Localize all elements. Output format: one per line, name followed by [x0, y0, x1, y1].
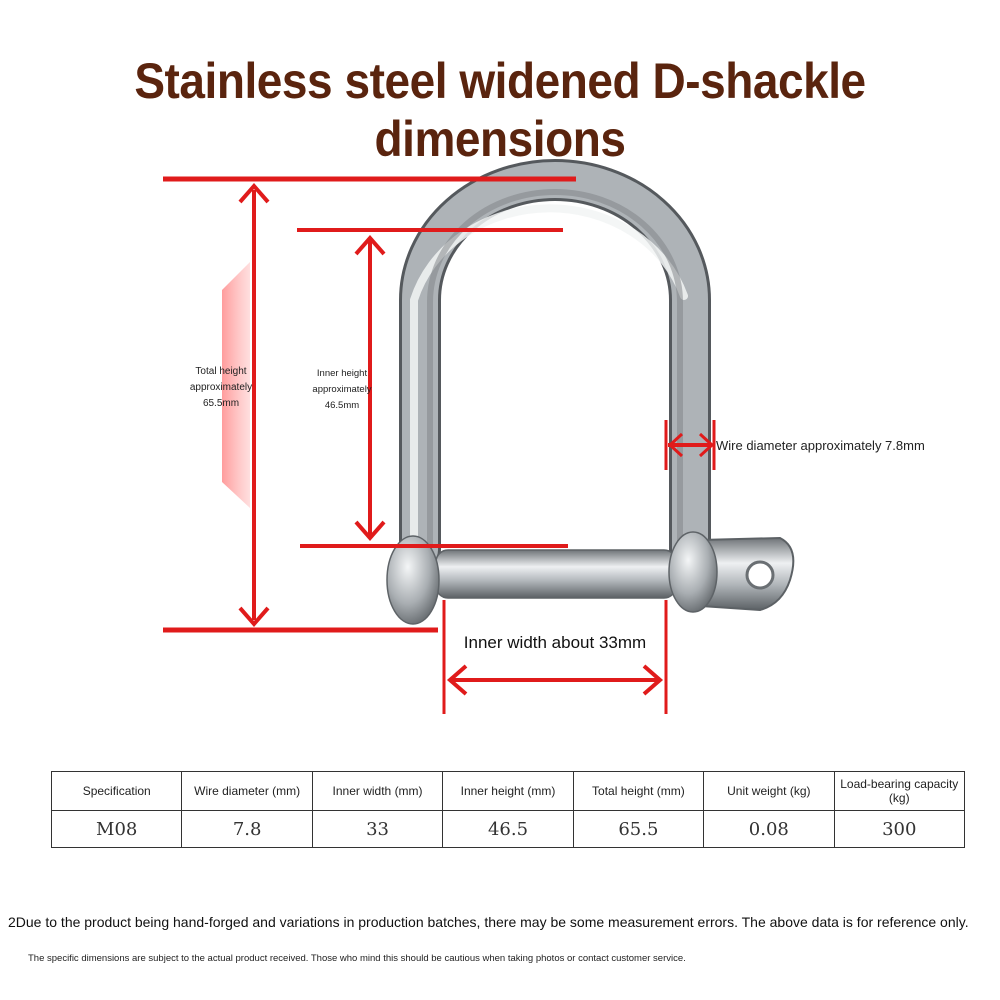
total-height-label-line-3: 65.5mm: [202, 398, 240, 409]
inner-height-label: [298, 366, 386, 414]
cell-total-height: 65.5: [573, 811, 703, 848]
spec-table: [51, 771, 965, 848]
cell-unit-weight: 0.08: [704, 811, 834, 848]
shackle-boss-left: [387, 536, 439, 624]
header-inner-height: Inner height (mm): [443, 772, 573, 811]
header-load-capacity: Load-bearing capacity (kg): [834, 772, 964, 811]
header-inner-width: Inner width (mm): [312, 772, 442, 811]
page-title: Stainless steel widened D-shackle dimensions: [134, 53, 866, 167]
total-height-label-line-2: approximately: [189, 382, 253, 393]
total-height-label-line-1: Total height: [195, 366, 247, 377]
inner-height-label-line-2: approximately: [312, 384, 372, 395]
inner-height-label-line-3: 46.5mm: [324, 400, 360, 411]
inner-height-label-line-1: Inner height: [316, 368, 368, 379]
cell-wire-diameter: 7.8: [182, 811, 312, 848]
header-specification: Specification: [52, 772, 182, 811]
dimension-disclaimer: The specific dimensions are subject to the actual product received. Those who mind this should be cautious when taking photos or contact customer service.: [28, 953, 686, 964]
header-wire-diameter: Wire diameter (mm): [182, 772, 312, 811]
header-unit-weight: Unit weight (kg): [704, 772, 834, 811]
cell-specification: M08: [52, 811, 182, 848]
cell-inner-height: 46.5: [443, 811, 573, 848]
shackle-pin: [436, 550, 676, 598]
table-header-row: [52, 772, 965, 811]
measurement-note: 2Due to the product being hand-forged and variations in production batches, there may be some measurement errors. The above data is for reference only.: [8, 914, 969, 930]
table-row: [52, 811, 965, 848]
header-total-height: Total height (mm): [573, 772, 703, 811]
shackle-boss-right: [669, 532, 717, 612]
cell-inner-width: 33: [312, 811, 442, 848]
total-height-label: [176, 364, 266, 412]
shackle-body: [414, 180, 690, 550]
cell-load-capacity: 300: [834, 811, 964, 848]
inner-width-label: Inner width about 33mm: [463, 633, 647, 652]
wire-diameter-label: Wire diameter approximately 7.8mm: [716, 438, 925, 453]
